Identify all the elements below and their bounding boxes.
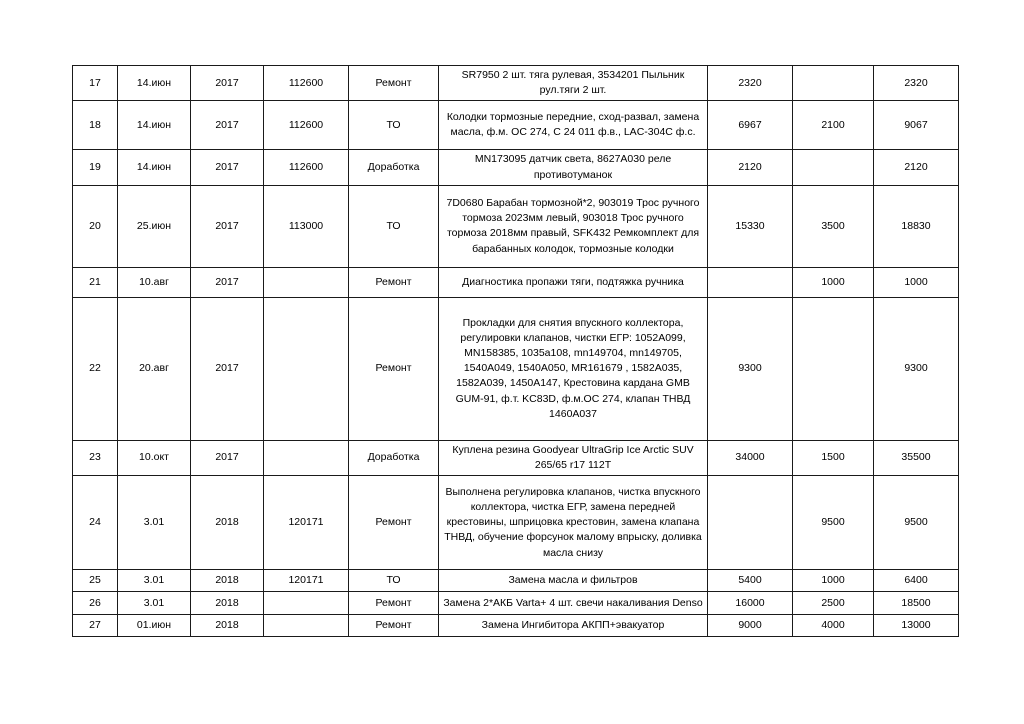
cell-year: 2018 — [191, 570, 264, 592]
cell-work-type: Доработка — [349, 150, 439, 185]
cell-total-cost: 18830 — [874, 185, 959, 267]
cell-description: 7D0680 Барабан тормозной*2, 903019 Трос ручного тормоза 2023мм левый, 903018 Трос ручного тормоза 2018мм правый, SFK432 Ремкомплект для барабанных колодок, тормозные колодки — [439, 185, 708, 267]
cell-year: 2017 — [191, 150, 264, 185]
cell-description: Замена Ингибитора АКПП+эвакуатор — [439, 615, 708, 637]
cell-date: 10.окт — [118, 440, 191, 475]
cell-work-type: Ремонт — [349, 476, 439, 570]
cell-row-number: 21 — [73, 267, 118, 297]
cell-row-number: 17 — [73, 66, 118, 101]
cell-row-number: 26 — [73, 592, 118, 615]
maintenance-table-container — [72, 65, 958, 637]
table-row — [73, 66, 959, 101]
cell-total-cost: 35500 — [874, 440, 959, 475]
cell-total-cost: 2120 — [874, 150, 959, 185]
cell-date: 3.01 — [118, 592, 191, 615]
cell-year: 2017 — [191, 66, 264, 101]
cell-labor-cost — [793, 66, 874, 101]
cell-description: Колодки тормозные передние, сход-развал, замена масла, ф.м. ОС 274, С 24 011 ф.в., LAC-304С ф.с. — [439, 101, 708, 150]
cell-parts-cost: 9300 — [708, 297, 793, 440]
cell-parts-cost: 6967 — [708, 101, 793, 150]
cell-date: 14.июн — [118, 150, 191, 185]
cell-row-number: 23 — [73, 440, 118, 475]
cell-parts-cost — [708, 476, 793, 570]
cell-odometer — [264, 267, 349, 297]
table-row — [73, 150, 959, 185]
cell-labor-cost: 1500 — [793, 440, 874, 475]
cell-parts-cost: 9000 — [708, 615, 793, 637]
cell-date: 25.июн — [118, 185, 191, 267]
cell-total-cost: 13000 — [874, 615, 959, 637]
cell-labor-cost: 2500 — [793, 592, 874, 615]
cell-row-number: 27 — [73, 615, 118, 637]
cell-date: 10.авг — [118, 267, 191, 297]
cell-year: 2017 — [191, 297, 264, 440]
cell-description: SR7950 2 шт. тяга рулевая, 3534201 Пыльник рул.тяги 2 шт. — [439, 66, 708, 101]
cell-work-type: Ремонт — [349, 267, 439, 297]
cell-date: 14.июн — [118, 101, 191, 150]
cell-parts-cost: 2320 — [708, 66, 793, 101]
cell-row-number: 19 — [73, 150, 118, 185]
cell-parts-cost: 2120 — [708, 150, 793, 185]
cell-odometer — [264, 615, 349, 637]
cell-row-number: 22 — [73, 297, 118, 440]
cell-parts-cost — [708, 267, 793, 297]
cell-total-cost: 2320 — [874, 66, 959, 101]
cell-labor-cost: 1000 — [793, 570, 874, 592]
table-row — [73, 592, 959, 615]
cell-row-number: 25 — [73, 570, 118, 592]
cell-total-cost: 1000 — [874, 267, 959, 297]
cell-year: 2018 — [191, 592, 264, 615]
cell-date: 01.июн — [118, 615, 191, 637]
cell-total-cost: 6400 — [874, 570, 959, 592]
cell-odometer: 112600 — [264, 101, 349, 150]
cell-date: 3.01 — [118, 476, 191, 570]
cell-labor-cost — [793, 150, 874, 185]
cell-labor-cost: 9500 — [793, 476, 874, 570]
cell-total-cost: 9500 — [874, 476, 959, 570]
cell-year: 2017 — [191, 440, 264, 475]
cell-odometer — [264, 440, 349, 475]
cell-work-type: ТО — [349, 570, 439, 592]
cell-labor-cost: 3500 — [793, 185, 874, 267]
cell-parts-cost: 5400 — [708, 570, 793, 592]
cell-parts-cost: 15330 — [708, 185, 793, 267]
cell-odometer: 112600 — [264, 150, 349, 185]
cell-odometer: 112600 — [264, 66, 349, 101]
cell-year: 2017 — [191, 185, 264, 267]
cell-work-type: Ремонт — [349, 297, 439, 440]
table-row — [73, 570, 959, 592]
cell-odometer — [264, 592, 349, 615]
cell-odometer: 120171 — [264, 476, 349, 570]
cell-labor-cost: 4000 — [793, 615, 874, 637]
cell-description: Прокладки для снятия впускного коллектора, регулировки клапанов, чистки ЕГР: 1052A099, MN158385, 1035a108, mn149704, mn149705, 1540A049, 1540A050, MR161679 , 1582A035, 1582A039, 1450A147, Крестовина кардана GMB GUM-91, ф.т. KC83D, ф.м.ОС 274, клапан ТНВД 1460A037 — [439, 297, 708, 440]
cell-odometer: 113000 — [264, 185, 349, 267]
table-row — [73, 476, 959, 570]
cell-labor-cost — [793, 297, 874, 440]
table-row — [73, 101, 959, 150]
cell-year: 2018 — [191, 476, 264, 570]
table-body — [73, 66, 959, 637]
table-row — [73, 615, 959, 637]
cell-year: 2017 — [191, 101, 264, 150]
cell-row-number: 18 — [73, 101, 118, 150]
cell-description: Выполнена регулировка клапанов, чистка впускного коллектора, чистка ЕГР, замена передней крестовины, шприцовка крестовин, замена клапана ТНВД, обучение форсунок малому впрыску, доливка масла снизу — [439, 476, 708, 570]
cell-year: 2018 — [191, 615, 264, 637]
cell-description: Куплена резина Goodyear UltraGrip Ice Arctic SUV 265/65 r17 112T — [439, 440, 708, 475]
table-row — [73, 267, 959, 297]
cell-total-cost: 18500 — [874, 592, 959, 615]
cell-row-number: 24 — [73, 476, 118, 570]
cell-work-type: Ремонт — [349, 615, 439, 637]
cell-total-cost: 9067 — [874, 101, 959, 150]
cell-work-type: ТО — [349, 101, 439, 150]
cell-description: MN173095 датчик света, 8627A030 реле противотуманок — [439, 150, 708, 185]
cell-row-number: 20 — [73, 185, 118, 267]
cell-work-type: Доработка — [349, 440, 439, 475]
cell-odometer — [264, 297, 349, 440]
cell-work-type: Ремонт — [349, 66, 439, 101]
cell-year: 2017 — [191, 267, 264, 297]
cell-description: Замена 2*АКБ Varta+ 4 шт. свечи накаливания Denso — [439, 592, 708, 615]
cell-labor-cost: 1000 — [793, 267, 874, 297]
cell-date: 3.01 — [118, 570, 191, 592]
cell-work-type: Ремонт — [349, 592, 439, 615]
table-row — [73, 185, 959, 267]
cell-odometer: 120171 — [264, 570, 349, 592]
table-row — [73, 297, 959, 440]
cell-labor-cost: 2100 — [793, 101, 874, 150]
cell-description: Диагностика пропажи тяги, подтяжка ручника — [439, 267, 708, 297]
cell-parts-cost: 34000 — [708, 440, 793, 475]
table-row — [73, 440, 959, 475]
cell-date: 14.июн — [118, 66, 191, 101]
cell-description: Замена масла и фильтров — [439, 570, 708, 592]
cell-date: 20.авг — [118, 297, 191, 440]
maintenance-log-table — [72, 65, 959, 637]
cell-total-cost: 9300 — [874, 297, 959, 440]
cell-parts-cost: 16000 — [708, 592, 793, 615]
cell-work-type: ТО — [349, 185, 439, 267]
